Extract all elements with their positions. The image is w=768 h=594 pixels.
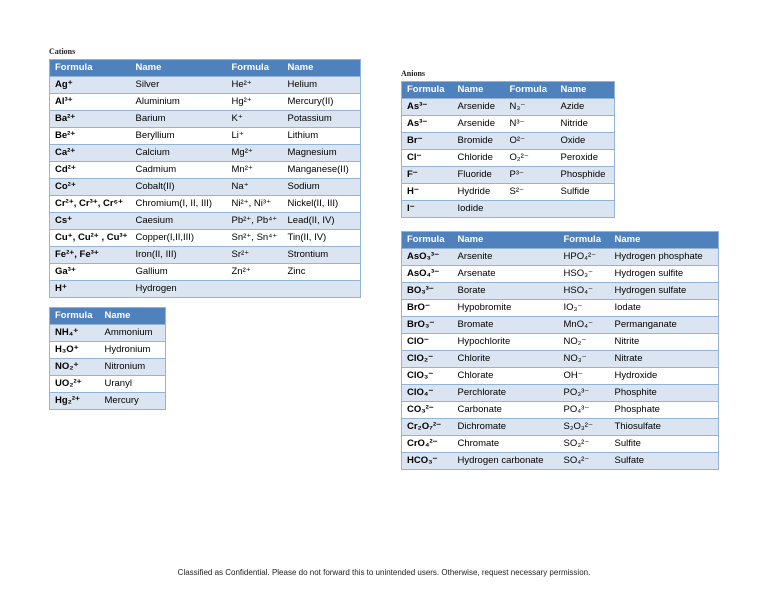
name-cell: Iodide — [453, 201, 505, 218]
name-cell: Tin(II, IV) — [283, 230, 361, 247]
table-row — [50, 359, 166, 376]
column-header: Name — [131, 60, 227, 77]
column-header: Formula — [505, 82, 556, 99]
name-cell: Nitronium — [100, 359, 166, 376]
name-cell: Lithium — [283, 128, 361, 145]
table-row — [50, 128, 361, 145]
formula-cell: AsO₃³⁻ — [402, 249, 453, 266]
formula-cell: Al³⁺ — [50, 94, 131, 111]
name-cell: Strontium — [283, 247, 361, 264]
table-row — [50, 230, 361, 247]
formula-cell: Fe²⁺, Fe³⁺ — [50, 247, 131, 264]
name-cell: Manganese(II) — [283, 162, 361, 179]
column-header: Formula — [227, 60, 283, 77]
name-cell: Zinc — [283, 264, 361, 281]
formula-cell: Li⁺ — [227, 128, 283, 145]
name-cell: Permanganate — [610, 317, 719, 334]
formula-cell: Ca²⁺ — [50, 145, 131, 162]
name-cell: Magnesium — [283, 145, 361, 162]
name-cell: Uranyl — [100, 376, 166, 393]
formula-cell: Ni²⁺, Ni³⁺ — [227, 196, 283, 213]
name-cell: Phosphite — [610, 385, 719, 402]
name-cell: Nitrite — [610, 334, 719, 351]
name-cell: Arsenide — [453, 99, 505, 116]
name-cell: Gallium — [131, 264, 227, 281]
table-row — [402, 385, 719, 402]
formula-cell: HCO₃⁻ — [402, 453, 453, 470]
table-row — [402, 116, 615, 133]
formula-cell — [505, 201, 556, 218]
formula-cell: I⁻ — [402, 201, 453, 218]
name-cell: Chromate — [453, 436, 559, 453]
confidentiality-footer: Classified as Confidential. Please do not forward this to unintended users. Otherwise, request necessary permission. — [177, 568, 591, 577]
name-cell: Hypobromite — [453, 300, 559, 317]
anions-caption: Anions — [401, 69, 426, 78]
formula-cell: Mn²⁺ — [227, 162, 283, 179]
table-row — [50, 213, 361, 230]
polyatomic-cations-table — [49, 307, 166, 410]
table-row — [402, 266, 719, 283]
formula-cell: H⁻ — [402, 184, 453, 201]
formula-cell: ClO₂⁻ — [402, 351, 453, 368]
table-row — [50, 264, 361, 281]
table-row — [402, 402, 719, 419]
name-cell: Sodium — [283, 179, 361, 196]
name-cell: Borate — [453, 283, 559, 300]
formula-cell: UO₂²⁺ — [50, 376, 100, 393]
column-header: Formula — [50, 308, 100, 325]
formula-cell: BrO⁻ — [402, 300, 453, 317]
table-row — [50, 179, 361, 196]
column-header: Name — [453, 82, 505, 99]
name-cell: Cadmium — [131, 162, 227, 179]
name-cell: Hydrogen phosphate — [610, 249, 719, 266]
name-cell: Perchlorate — [453, 385, 559, 402]
formula-cell: HSO₄⁻ — [559, 283, 610, 300]
name-cell: Sulfide — [556, 184, 615, 201]
formula-cell: Cu⁺, Cu²⁺ , Cu³⁺ — [50, 230, 131, 247]
table-row — [402, 249, 719, 266]
table-row — [402, 201, 615, 218]
name-cell: Hydrogen carbonate — [453, 453, 559, 470]
name-cell: Nitrate — [610, 351, 719, 368]
name-cell: Aluminium — [131, 94, 227, 111]
formula-cell: OH⁻ — [559, 368, 610, 385]
name-cell — [283, 281, 361, 298]
formula-cell: Cd²⁺ — [50, 162, 131, 179]
name-cell: Iron(II, III) — [131, 247, 227, 264]
polyatomic-cations-body — [50, 325, 166, 410]
name-cell: Hydrogen sulfite — [610, 266, 719, 283]
formula-cell: Na⁺ — [227, 179, 283, 196]
table-row — [402, 436, 719, 453]
formula-cell: CO₃²⁻ — [402, 402, 453, 419]
name-cell: Arsenite — [453, 249, 559, 266]
formula-cell: As³⁻ — [402, 116, 453, 133]
formula-cell: NH₄⁺ — [50, 325, 100, 342]
formula-cell — [227, 281, 283, 298]
column-header: Formula — [559, 232, 610, 249]
table-header-row — [50, 308, 166, 325]
formula-cell: As³⁻ — [402, 99, 453, 116]
formula-cell: Co²⁺ — [50, 179, 131, 196]
table-row — [50, 145, 361, 162]
name-cell: Chlorate — [453, 368, 559, 385]
polyatomic-anions-table — [401, 231, 719, 470]
formula-cell: IO₃⁻ — [559, 300, 610, 317]
formula-cell: K⁺ — [227, 111, 283, 128]
table-header-row — [402, 232, 719, 249]
name-cell: Nickel(II, III) — [283, 196, 361, 213]
formula-cell: Cs⁺ — [50, 213, 131, 230]
formula-cell: MnO₄⁻ — [559, 317, 610, 334]
formula-cell: Pb²⁺, Pb⁴⁺ — [227, 213, 283, 230]
name-cell: Copper(I,II,III) — [131, 230, 227, 247]
name-cell: Oxide — [556, 133, 615, 150]
name-cell: Chloride — [453, 150, 505, 167]
column-header: Name — [556, 82, 615, 99]
formula-cell: HSO₃⁻ — [559, 266, 610, 283]
table-row — [402, 453, 719, 470]
formula-cell: HPO₄²⁻ — [559, 249, 610, 266]
name-cell: Hydrogen — [131, 281, 227, 298]
name-cell: Hydronium — [100, 342, 166, 359]
formula-cell: S₂O₃²⁻ — [559, 419, 610, 436]
table-row — [402, 334, 719, 351]
name-cell: Barium — [131, 111, 227, 128]
name-cell: Arsenate — [453, 266, 559, 283]
formula-cell: He²⁺ — [227, 77, 283, 94]
column-header: Name — [283, 60, 361, 77]
table-row — [402, 150, 615, 167]
name-cell: Nitride — [556, 116, 615, 133]
name-cell: Thiosulfate — [610, 419, 719, 436]
name-cell: Chromium(I, II, III) — [131, 196, 227, 213]
name-cell: Silver — [131, 77, 227, 94]
table-row — [50, 111, 361, 128]
column-header: Formula — [402, 82, 453, 99]
formula-cell: ClO₄⁻ — [402, 385, 453, 402]
name-cell: Mercury(II) — [283, 94, 361, 111]
formula-cell: BO₃³⁻ — [402, 283, 453, 300]
formula-cell: N³⁻ — [505, 116, 556, 133]
formula-cell: Ag⁺ — [50, 77, 131, 94]
name-cell: Phosphide — [556, 167, 615, 184]
formula-cell: AsO₄³⁻ — [402, 266, 453, 283]
table-row — [50, 196, 361, 213]
table-row — [402, 368, 719, 385]
formula-cell: F⁻ — [402, 167, 453, 184]
name-cell: Helium — [283, 77, 361, 94]
name-cell: Iodate — [610, 300, 719, 317]
name-cell: Hypochlorite — [453, 334, 559, 351]
name-cell: Bromate — [453, 317, 559, 334]
formula-cell: ClO₃⁻ — [402, 368, 453, 385]
name-cell: Chlorite — [453, 351, 559, 368]
name-cell: Lead(II, IV) — [283, 213, 361, 230]
polyatomic-anions-body — [402, 249, 719, 470]
name-cell: Azide — [556, 99, 615, 116]
formula-cell: O²⁻ — [505, 133, 556, 150]
formula-cell: P³⁻ — [505, 167, 556, 184]
name-cell — [556, 201, 615, 218]
formula-cell: PO₃³⁻ — [559, 385, 610, 402]
column-header: Formula — [50, 60, 131, 77]
formula-cell: PO₄³⁻ — [559, 402, 610, 419]
name-cell: Sulfate — [610, 453, 719, 470]
formula-cell: Ba²⁺ — [50, 111, 131, 128]
formula-cell: Hg₂²⁺ — [50, 393, 100, 410]
cations-caption: Cations — [49, 47, 76, 56]
name-cell: Potassium — [283, 111, 361, 128]
formula-cell: H₃O⁺ — [50, 342, 100, 359]
name-cell: Caesium — [131, 213, 227, 230]
name-cell: Hydride — [453, 184, 505, 201]
name-cell: Phosphate — [610, 402, 719, 419]
table-row — [50, 342, 166, 359]
formula-cell: NO₃⁻ — [559, 351, 610, 368]
formula-cell: S²⁻ — [505, 184, 556, 201]
formula-cell: Cl⁻ — [402, 150, 453, 167]
formula-cell: NO₂⁻ — [559, 334, 610, 351]
table-row — [50, 393, 166, 410]
name-cell: Ammonium — [100, 325, 166, 342]
name-cell: Hydroxide — [610, 368, 719, 385]
name-cell: Beryllium — [131, 128, 227, 145]
formula-cell: SO₃²⁻ — [559, 436, 610, 453]
table-header-row — [50, 60, 361, 77]
formula-cell: Zn²⁺ — [227, 264, 283, 281]
cations-body — [50, 77, 361, 298]
name-cell: Cobalt(II) — [131, 179, 227, 196]
table-row — [402, 167, 615, 184]
formula-cell: Br⁻ — [402, 133, 453, 150]
anions-body — [402, 99, 615, 218]
column-header: Name — [610, 232, 719, 249]
formula-cell: ClO⁻ — [402, 334, 453, 351]
table-row — [402, 133, 615, 150]
table-row — [402, 351, 719, 368]
formula-cell: Cr₂O₇²⁻ — [402, 419, 453, 436]
name-cell: Calcium — [131, 145, 227, 162]
name-cell: Sulfite — [610, 436, 719, 453]
table-row — [402, 184, 615, 201]
column-header: Name — [453, 232, 559, 249]
table-row — [50, 376, 166, 393]
table-row — [50, 77, 361, 94]
table-row — [402, 317, 719, 334]
name-cell: Hydrogen sulfate — [610, 283, 719, 300]
cations-table — [49, 59, 361, 298]
name-cell: Arsenide — [453, 116, 505, 133]
formula-cell: CrO₄²⁻ — [402, 436, 453, 453]
table-row — [402, 419, 719, 436]
formula-cell: Cr²⁺, Cr³⁺, Cr⁶⁺ — [50, 196, 131, 213]
table-row — [50, 281, 361, 298]
formula-cell: Mg²⁺ — [227, 145, 283, 162]
formula-cell: O₂²⁻ — [505, 150, 556, 167]
table-row — [402, 99, 615, 116]
formula-cell: Be²⁺ — [50, 128, 131, 145]
name-cell: Dichromate — [453, 419, 559, 436]
formula-cell: Hg²⁺ — [227, 94, 283, 111]
name-cell: Peroxide — [556, 150, 615, 167]
table-header-row — [402, 82, 615, 99]
table-row — [50, 247, 361, 264]
formula-cell: SO₄²⁻ — [559, 453, 610, 470]
name-cell: Bromide — [453, 133, 505, 150]
formula-cell: NO₂⁺ — [50, 359, 100, 376]
table-row — [50, 162, 361, 179]
name-cell: Fluoride — [453, 167, 505, 184]
formula-cell: Sn²⁺, Sn⁴⁺ — [227, 230, 283, 247]
table-row — [402, 283, 719, 300]
formula-cell: Ga³⁺ — [50, 264, 131, 281]
column-header: Formula — [402, 232, 453, 249]
formula-cell: N₃⁻ — [505, 99, 556, 116]
column-header: Name — [100, 308, 166, 325]
formula-cell: Sr²⁺ — [227, 247, 283, 264]
name-cell: Carbonate — [453, 402, 559, 419]
table-row — [402, 300, 719, 317]
name-cell: Mercury — [100, 393, 166, 410]
table-row — [50, 94, 361, 111]
formula-cell: H⁺ — [50, 281, 131, 298]
anions-table — [401, 81, 615, 218]
formula-cell: BrO₃⁻ — [402, 317, 453, 334]
table-row — [50, 325, 166, 342]
